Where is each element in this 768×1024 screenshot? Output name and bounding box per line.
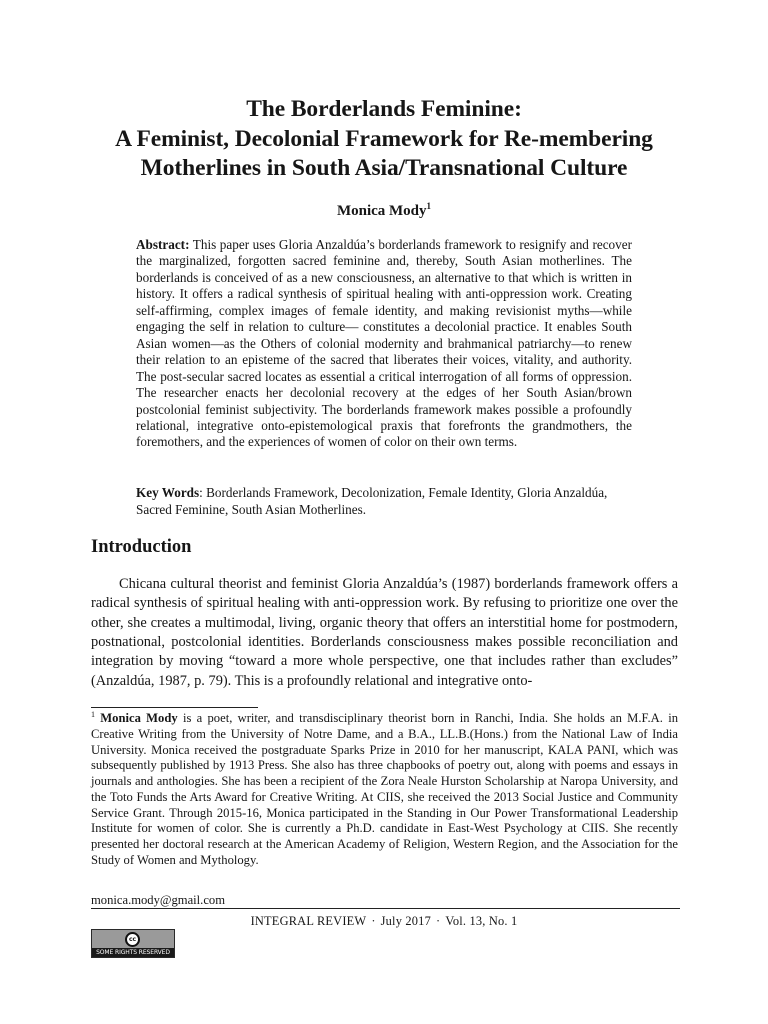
footnote-text: is a poet, writer, and transdisciplinary theorist born in Ranchi, India. She holds an M.F.A. in Creative Writing from the University of Notre Dame, and a B.A., LL.B.(Hons.) from the National Law of India University. Monica received the postgraduate Sparks Prize in 2010 for her manuscript, KALA PANI, which was subsequently published by 1913 Press. She also has three chapbooks of poetry out, along with poems and essays in journals and anthologies. She has been a recipient of the Zora Neale Hurston Scholarship at Naropa University, and the Toto Funds the Arts Award for Creative Writing. At CIIS, she received the 2013 Social Justice and Community Service Grant. Through 2015-16, Monica participated in the Standing in Our Power Transformational Leadership Institute for women of color. She is currently a Ph.D. candidate in East-West Psychology at CIIS. She recently presented her doctoral research at the American Academy of Religion, Western Region, and the Association for the Study of Women and Mythology. — [91, 711, 678, 867]
author-footnote — [91, 711, 678, 869]
keywords-label: Key Words — [136, 485, 200, 500]
creative-commons-icon — [125, 932, 140, 947]
footnote-author-name: Monica Mody — [100, 711, 178, 725]
footnote-divider — [91, 707, 258, 708]
section-heading-introduction: Introduction — [91, 537, 192, 557]
author-email: monica.mody@gmail.com — [91, 893, 226, 907]
title-line-3: Motherlines in South Asia/Transnational Culture — [140, 155, 628, 181]
volume-issue: Vol. 13, No. 1 — [445, 914, 518, 928]
issue-date: July 2017 — [380, 914, 431, 928]
abstract-label: Abstract: — [136, 237, 190, 252]
cc-symbol: cc — [128, 936, 137, 943]
journal-footer — [0, 913, 768, 929]
abstract-text: This paper uses Gloria Anzaldúa’s borderlands framework to resignify and recover the marginalized, forgotten sacred feminine and, thereby, South Asian motherlines. The borderlands is conceived of as a new consciousness, an alternative to that which is written in history. It offers a radical synthesis of spiritual healing with anti-oppression work. Creating self-affirming, complex images of female identity, and making revisionist myths—while engaging the self in relation to culture— constitutes a decolonial practice. It enables South Asian women—as the Others of colonial modernity and brahmanical patriarchy—to renew their relation to an episteme of the sacred that liberates their voices, vitality, and authority. The post-secular sacred locates as essential a critical interrogation of all forms of oppression. The researcher enacts her decolonial recovery at the edges of her South Asian/brown postcolonial feminist subjectivity. The borderlands framework makes possible a profoundly relational, integrative onto-epistemological praxis that forefronts the grandmothers, the foremothers, and the experiences of women of color on their own terms. — [136, 237, 632, 450]
title-line-2: A Feminist, Decolonial Framework for Re-membering — [115, 125, 653, 152]
separator-dot: · — [435, 914, 441, 928]
author-name: Monica Mody — [336, 203, 427, 219]
author-footnote-mark: 1 — [426, 201, 432, 211]
creative-commons-badge[interactable] — [91, 929, 175, 958]
abstract — [136, 237, 632, 451]
keywords-text: : Borderlands Framework, Decolonization, Female Identity, Gloria Anzaldúa, Sacred Feminine, South Asian Motherlines. — [136, 485, 608, 517]
journal-name: INTEGRAL REVIEW — [250, 914, 367, 928]
author-line — [0, 201, 768, 221]
footnote-mark: 1 — [91, 710, 95, 719]
introduction-paragraph: Chicana cultural theorist and feminist Gloria Anzaldúa’s (1987) borderlands framework offers a radical synthesis of spiritual healing with anti-oppression work. By refusing to prioritize one over the other, she creates a multimodal, living, organic theory that offers an interstitial home for postmodern, postnational, postcolonial identities. Borderlands consciousness makes possible reconciliation and integration by moving “toward a more whole perspective, one that includes rather than excludes” (Anzaldúa, 1987, p. 79). This is a profoundly relational and integrative onto- — [91, 576, 678, 689]
some-rights-reserved-label: SOME RIGHTS RESERVED — [92, 948, 174, 957]
keywords — [136, 485, 632, 518]
footer-divider — [91, 908, 680, 909]
separator-dot: · — [371, 914, 376, 928]
paper-title — [60, 95, 708, 184]
title-line-1: The Borderlands Feminine: — [246, 96, 522, 122]
